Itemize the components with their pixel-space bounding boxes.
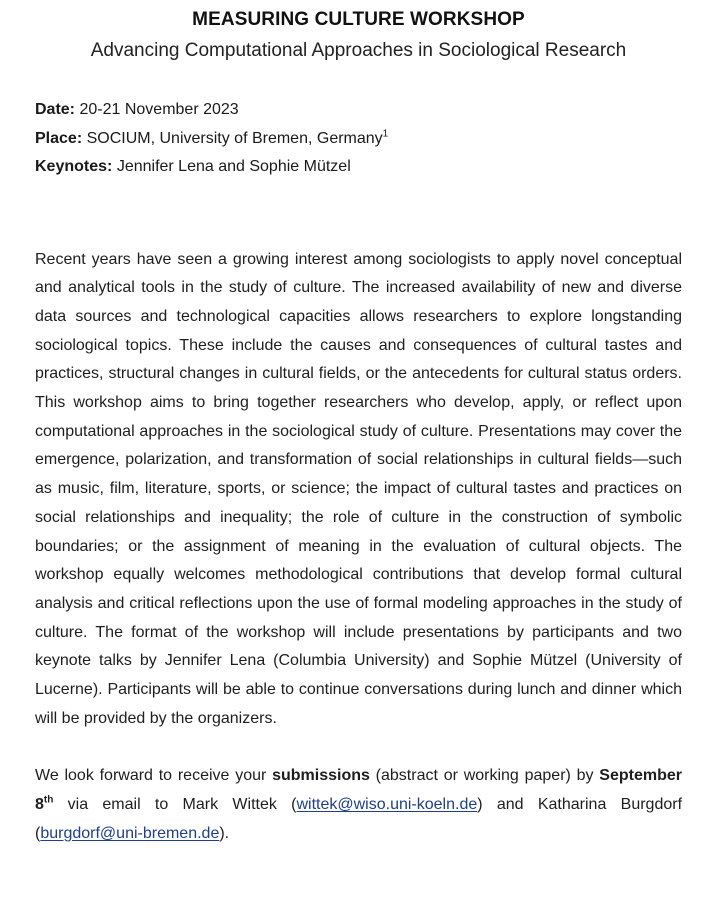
place-value: SOCIUM, University of Bremen, Germany	[86, 129, 383, 147]
date-value: 20-21 November 2023	[79, 101, 239, 118]
keynotes-line	[35, 153, 682, 182]
submission-format: (abstract or working paper) by	[369, 767, 600, 785]
submission-middle: ) and Katharina Burgdorf (	[35, 796, 683, 842]
keynotes-label: Keynotes:	[35, 158, 113, 175]
place-line	[35, 125, 682, 154]
place-footnote-marker[interactable]: 1	[382, 128, 389, 140]
place-label: Place:	[35, 129, 83, 147]
deadline-ordinal: th	[43, 794, 54, 806]
keynotes-value: Jennifer Lena and Sophie Mützel	[116, 158, 351, 175]
workshop-description: Recent years have seen a growing interest among sociologists to apply novel conceptual and analytical tools in the study of culture. The increased availability of new and diverse data sources and technological capacities allows researchers to explore longstanding sociological topics. These include the causes and consequences of cultural tastes and practices, structural changes in cultural fields, or the antecedents for cultural status orders. This workshop aims to bring together researchers who develop, apply, or reflect upon computational approaches in the sociological study of culture. Presentations may cover the emergence, polarization, and transformation of social relationships in cultural fields—such as music, film, literature, sports, or science; the impact of cultural tastes and practices on social relationships and inequality; the role of culture in the construction of symbolic boundaries; or the assignment of meaning in the evaluation of cultural objects. The workshop equally welcomes methodological contributions that develop formal cultural analysis and critical reflections upon the use of formal modeling approaches in the study of culture. The format of the workshop will include presentations by participants and two keynote talks by Jennifer Lena (Columbia University) and Sophie Mützel (University of Lucerne). Participants will be able to continue conversations during lunch and dinner which will be provided by the organizers.	[35, 250, 682, 727]
submission-via: via email to Mark Wittek (	[53, 796, 297, 814]
submission-intro: We look forward to receive your	[35, 767, 273, 785]
date-line	[35, 96, 682, 125]
date-label: Date:	[35, 101, 76, 118]
submissions-keyword: submissions	[272, 767, 370, 785]
submission-end: ).	[219, 824, 230, 842]
email-link-wittek[interactable]: wittek@wiso.uni-koeln.de	[296, 796, 478, 814]
deadline-date: September 8	[35, 767, 682, 814]
event-details	[35, 96, 682, 182]
workshop-title: MEASURING CULTURE WORKSHOP	[192, 9, 525, 30]
document-page	[0, 8, 712, 906]
email-link-burgdorf[interactable]: burgdorf@uni-bremen.de	[40, 824, 220, 842]
submission-call	[35, 762, 682, 848]
workshop-subtitle: Advancing Computational Approaches in Sociological Research	[90, 40, 627, 61]
